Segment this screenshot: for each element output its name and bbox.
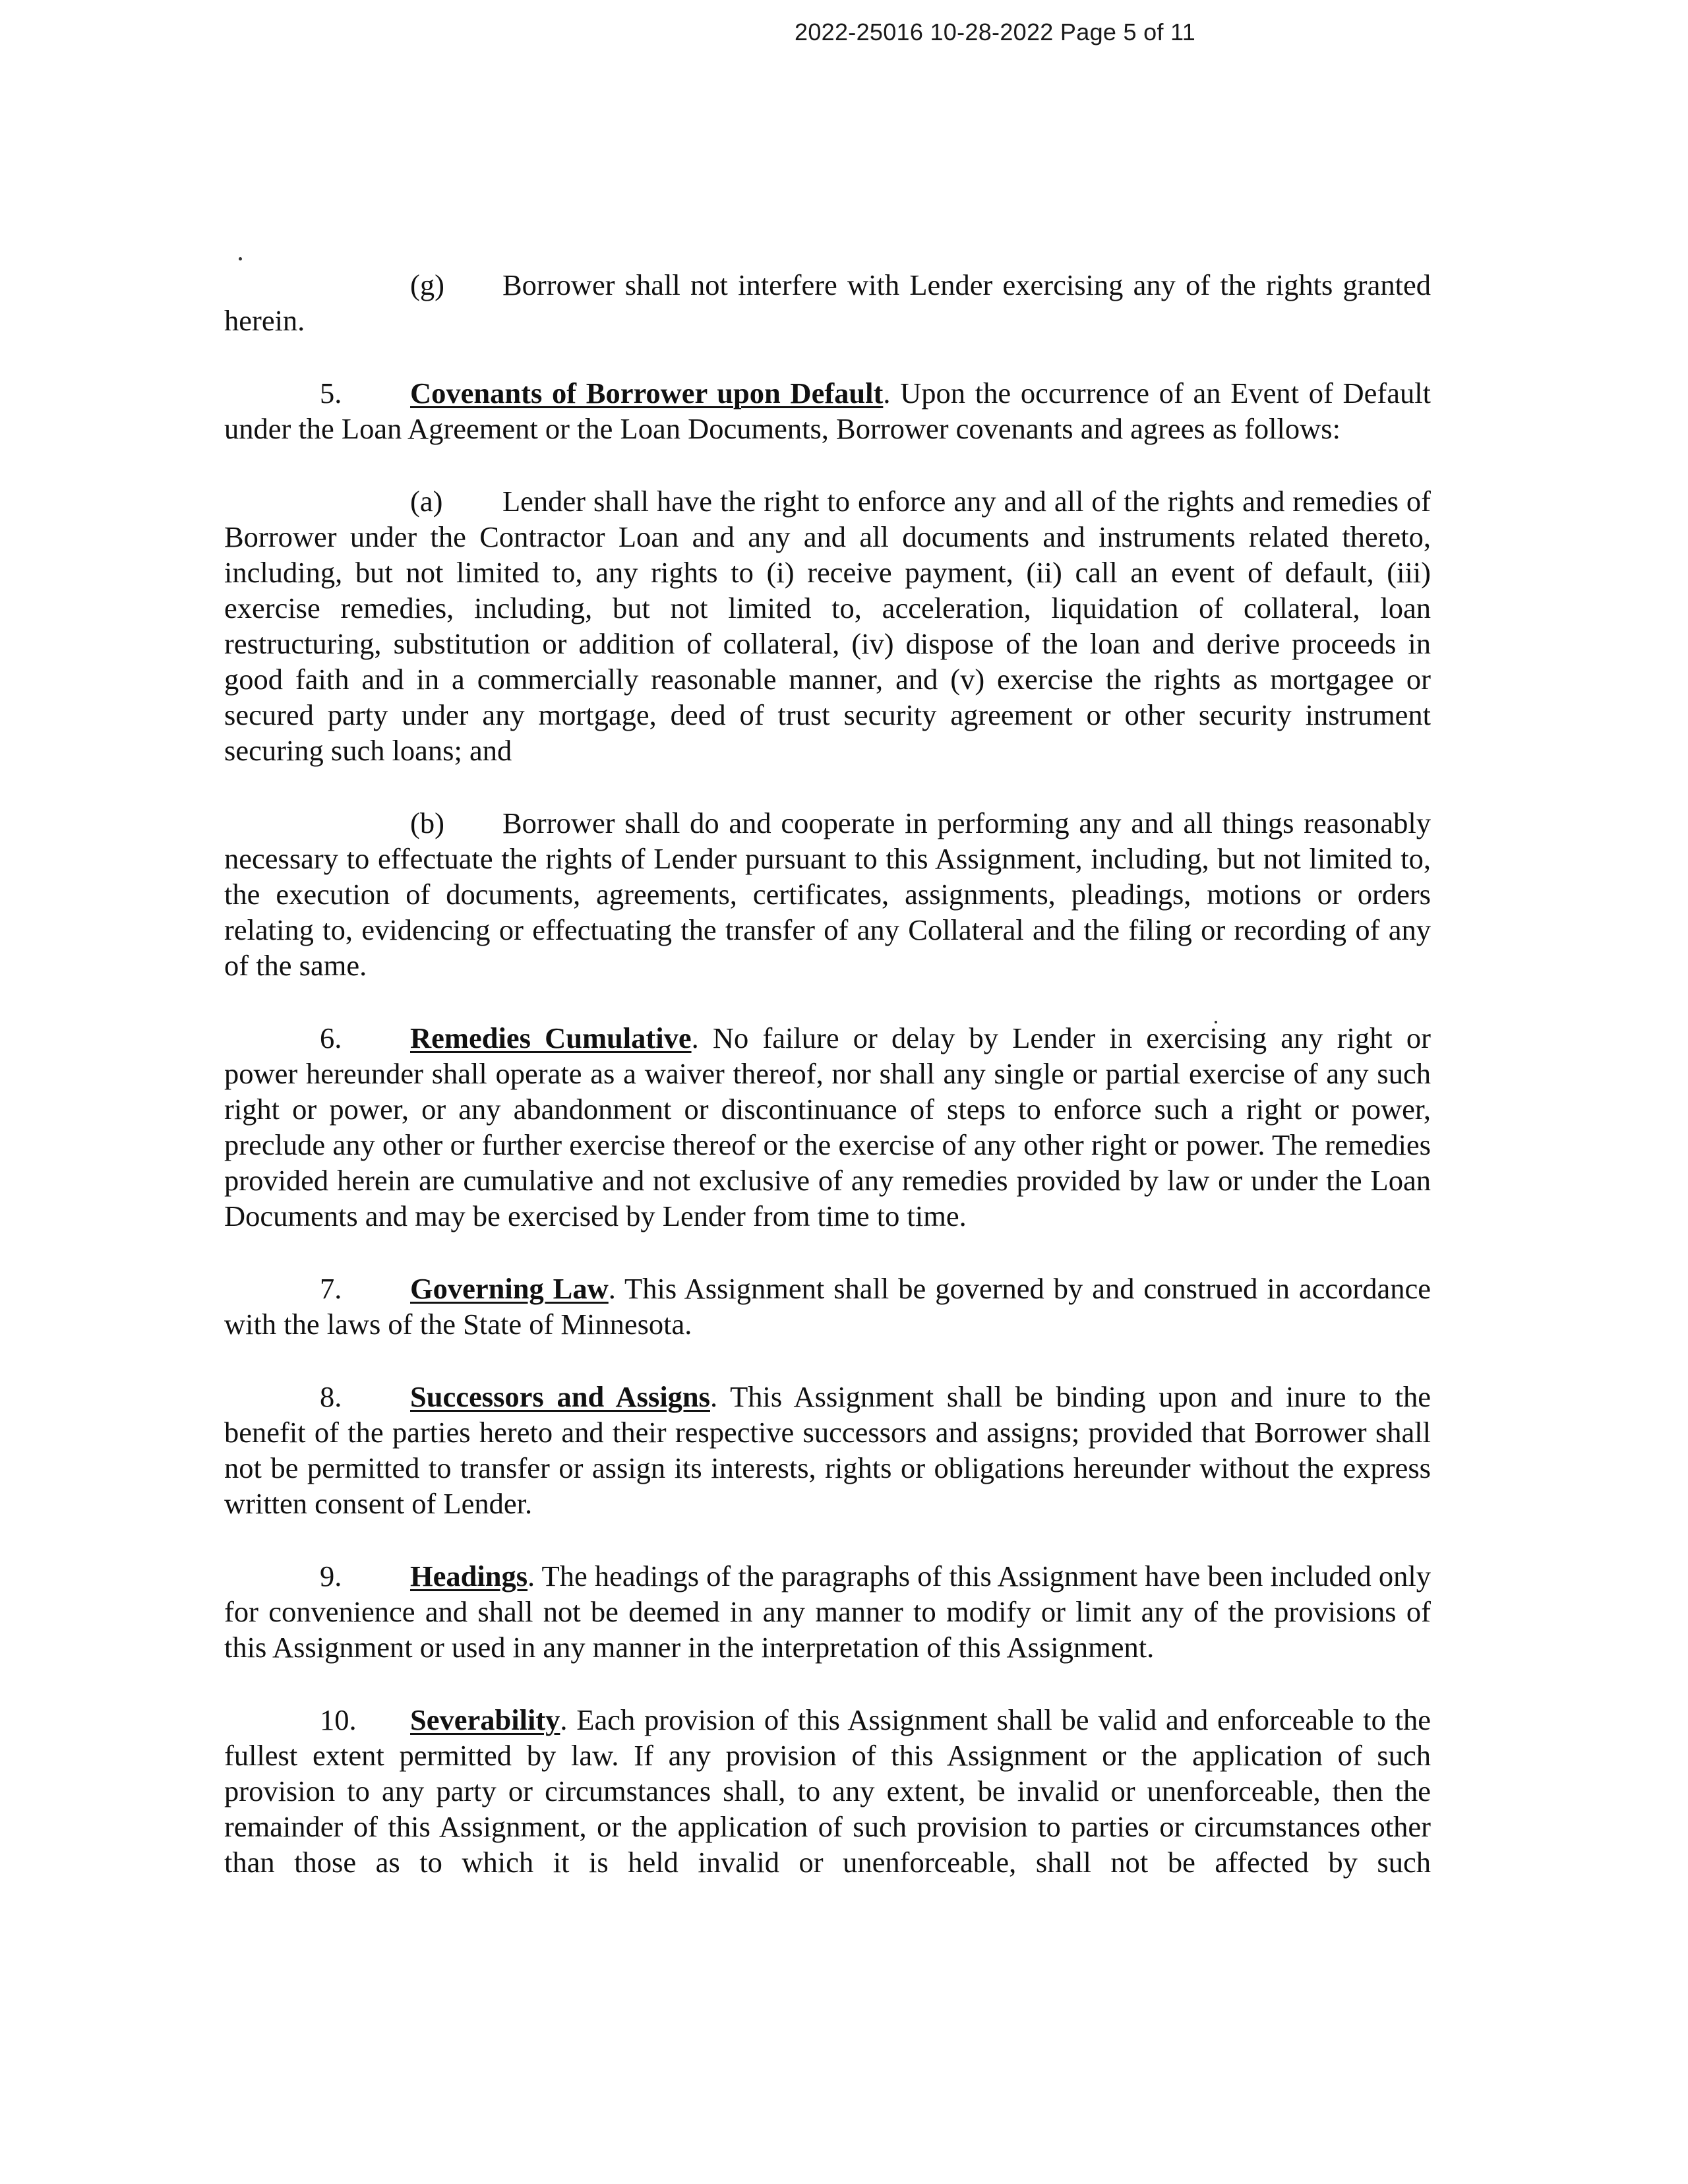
section-number: 6. [320, 1021, 342, 1054]
subparagraph-text: Borrower shall do and cooperate in performing any and all things reasonably necessary to effectuate the rights of Lender pursuant to this Assignment, including, but not limited to, the execution of documents, agreements, certificates, assignments, pleadings, motions or orders relating to, evidencing or effectuating the transfer of any Collateral and the filing or recording of any of the same. [224, 806, 1431, 982]
subparagraph-text: Lender shall have the right to enforce any and all of the rights and remedies of Borrower under the Contractor Loan and any and all documents and instruments related thereto, including, but not limited to, any rights to (i) receive payment, (ii) call an event of default, (iii) exercise remedies, including, but not limited to, acceleration, liquidation of collateral, loan restructuring, substitution or addition of collateral, (iv) dispose of the loan and derive proceeds in good faith and in a commercially reasonable manner, and (v) exercise the rights as mortgagee or secured party under any mortgage, deed of trust security agreement or other security instrument securing such loans; and [224, 485, 1431, 767]
section-number: 9. [320, 1560, 342, 1592]
document-body [224, 267, 1431, 1917]
section-heading: Successors and Assigns [410, 1380, 710, 1413]
recording-stamp: 2022-25016 10-28-2022 Page 5 of 11 [795, 18, 1196, 46]
section-number: 10. [320, 1703, 357, 1736]
subparagraph-b [224, 805, 1431, 983]
section-text: . This Assignment shall be governed by and construed in accordance with the laws of the State of Minnesota. [224, 1272, 1432, 1341]
section-text: . No failure or delay by Lender in exercising any right or power hereunder shall operate as a waiver thereof, nor shall any single or partial exercise of any such right or power, or any abandonment or discontinuance of steps to enforce such a right or power, preclude any other or further exercise thereof or the exercise of any other right or power. The remedies provided herein are cumulative and not exclusive of any remedies provided by law or under the Loan Documents and may be exercised by Lender from time to time. [224, 1021, 1431, 1232]
section-10 [224, 1702, 1431, 1880]
section-heading: Severability [410, 1703, 560, 1736]
scan-speck [239, 257, 242, 260]
section-number: 8. [320, 1380, 342, 1413]
section-8 [224, 1379, 1431, 1521]
subparagraph-label: (b) [410, 806, 444, 839]
section-heading: Headings [410, 1560, 528, 1592]
section-7 [224, 1271, 1431, 1342]
section-5 [224, 375, 1431, 446]
section-text: . The headings of the paragraphs of this Assignment have been included only for convenience and shall not be deemed in any manner to modify or limit any of the provisions of this Assignment or used in any manner in the interpretation of this Assignment. [224, 1560, 1431, 1664]
section-heading: Covenants of Borrower upon Default [410, 377, 884, 410]
section-text: . Each provision of this Assignment shall be valid and enforceable to the fullest extent permitted by law. If any provision of this Assignment or the application of such provision to any party or circumstances shall, to any extent, be invalid or unenforceable, then the remainder of this Assignment, or the application of such provision to parties or circumstances other than those as to which it is held invalid or unenforceable, shall not be affected by such [224, 1703, 1431, 1879]
section-number: 7. [320, 1272, 342, 1305]
subparagraph-g [224, 267, 1431, 338]
section-number: 5. [320, 377, 342, 410]
subparagraph-a [224, 483, 1431, 768]
subparagraph-label: (g) [410, 268, 444, 301]
subparagraph-text: Borrower shall not interfere with Lender exercising any of the rights granted herein. [224, 268, 1431, 337]
subparagraph-label: (a) [410, 485, 443, 518]
section-6 [224, 1020, 1431, 1234]
section-heading: Governing Law [410, 1272, 609, 1305]
section-text: . This Assignment shall be binding upon and inure to the benefit of the parties hereto and their respective successors and assigns; provided that Borrower shall not be permitted to transfer or assign its interests, rights or obligations hereunder without the express written consent of Lender. [224, 1380, 1432, 1520]
section-heading: Remedies Cumulative [410, 1021, 692, 1054]
section-9 [224, 1558, 1431, 1665]
section-text: . Upon the occurrence of an Event of Default under the Loan Agreement or the Loan Documents, Borrower covenants and agrees as follows: [224, 377, 1431, 445]
